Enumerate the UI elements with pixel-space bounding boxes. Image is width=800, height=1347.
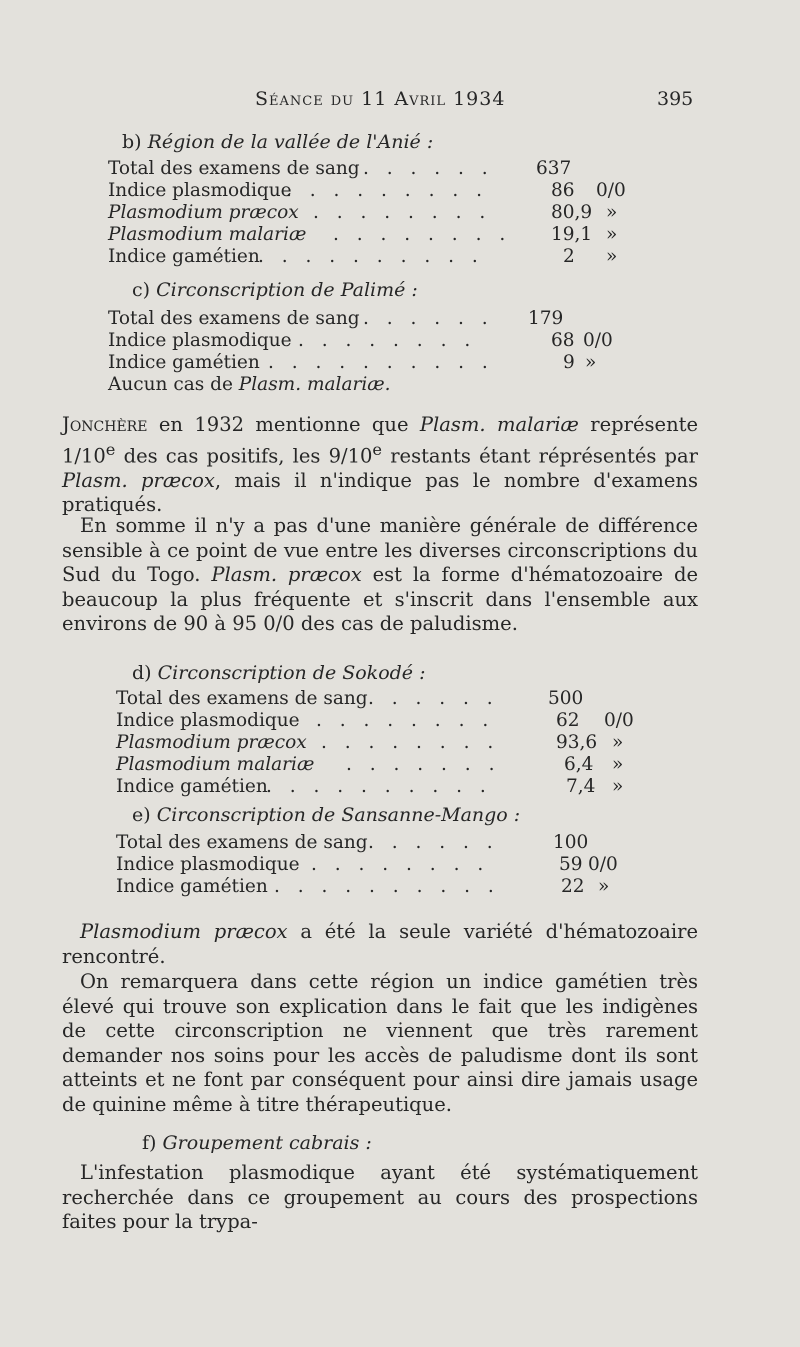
row-label: Total des examens de sang: [108, 158, 360, 179]
row-value: 80,9: [551, 202, 593, 223]
row-unit: 0/0: [588, 854, 618, 875]
text-span: L'infestation plasmodique ayant été systématiquement recherchée dans ce groupement au cours des prospections faites pour la trypa-: [62, 1161, 698, 1233]
note-species: Plasm. malariæ.: [238, 374, 391, 395]
row-label: Indice plasmodique: [108, 330, 292, 351]
text-span: représente 1/10: [62, 413, 698, 467]
section-e-letter: e): [132, 804, 151, 826]
row-value: 9: [563, 352, 575, 373]
leader-dots: . . . . . . . . . .: [266, 776, 492, 797]
leader-dots: . . . . . .: [363, 308, 494, 329]
leader-dots: . . . . . . . .: [311, 854, 490, 875]
leader-dots: . . . . . .: [363, 158, 494, 179]
row-unit: 0/0: [596, 180, 626, 201]
row-unit: »: [606, 224, 618, 245]
row-value: 93,6: [556, 732, 598, 753]
section-e-title: Circonscription de Sansanne-Mango :: [156, 804, 521, 826]
species-name: Plasm. præcox: [211, 563, 362, 586]
row-value: 637: [536, 158, 572, 179]
row-label: Indice plasmodique: [116, 710, 300, 731]
row-value: 6,4: [564, 754, 594, 775]
section-b-title: Région de la vallée de l'Anié :: [147, 131, 434, 153]
section-c-letter: c): [132, 279, 151, 301]
text-span: On remarquera dans cette région un indice gamétien très élevé qui trouve son explication dans le fait que les indigènes de cette circonscription ne viennent que très rarement demander nos soins pour les accès de paludisme dont ils sont atteints et ne font par conséquent pour ainsi dire jamais usage de quinine même à titre thérapeutique.: [62, 970, 698, 1116]
row-value: 68: [551, 330, 575, 351]
paragraph-summary: [62, 514, 698, 637]
row-value: 59: [559, 854, 583, 875]
row-unit: »: [612, 754, 624, 775]
row-unit: »: [606, 246, 618, 267]
leader-dots: . . . . . . . .: [333, 224, 512, 245]
superscript: e: [372, 439, 383, 459]
section-f-letter: f): [142, 1132, 157, 1154]
row-label: Indice gamétien: [116, 776, 268, 797]
row-label: Plasmodium malariæ: [108, 224, 307, 245]
section-c-title: Circonscription de Palimé :: [156, 279, 418, 301]
row-unit: »: [606, 202, 618, 223]
row-label: Plasmodium malariæ: [116, 754, 315, 775]
superscript: e: [105, 439, 116, 459]
row-label: Indice plasmodique: [116, 854, 300, 875]
row-value: 22: [561, 876, 585, 897]
row-label: Total des examens de sang: [108, 308, 360, 329]
leader-dots: . . . . . . . .: [316, 710, 495, 731]
section-f-title: Groupement cabrais :: [162, 1132, 372, 1154]
row-label: Plasmodium præcox: [108, 202, 299, 223]
section-f-heading: [142, 1132, 372, 1154]
author-name: Jonchère: [62, 413, 148, 436]
section-d-letter: d): [132, 662, 152, 684]
row-unit: 0/0: [604, 710, 634, 731]
leader-dots: . . . . . . . . . .: [268, 352, 494, 373]
text-span: est la forme d'hématozoaire de beaucoup la plus fréquente et s'inscrit dans l'ensemble aux environs de 90 à 95 0/0 des cas de paludisme.: [62, 563, 698, 635]
section-d-heading: [132, 662, 425, 684]
row-unit: »: [612, 732, 624, 753]
text-span: a été la seule variété d'hématozoaire rencontré.: [62, 920, 698, 968]
section-b-heading: [122, 131, 433, 153]
text-span: des cas positifs, les 9/10: [115, 444, 373, 467]
row-value: 100: [553, 832, 589, 853]
row-value: 179: [528, 308, 564, 329]
note-prefix: Aucun cas de: [108, 374, 239, 395]
text-span: en 1932 mentionne que: [147, 413, 420, 436]
row-label: Total des examens de sang: [116, 832, 368, 853]
leader-dots: . . . . . . . .: [321, 732, 500, 753]
note-line: [108, 374, 391, 396]
row-value: 62: [556, 710, 580, 731]
row-value: 2: [563, 246, 575, 267]
row-value: 500: [548, 688, 584, 709]
running-title: Séance du 11 Avril 1934: [255, 88, 506, 110]
page-number: 395: [657, 88, 694, 110]
species-name: Plasmodium præcox: [80, 920, 288, 943]
row-label: Plasmodium præcox: [116, 732, 307, 753]
row-unit: »: [612, 776, 624, 797]
leader-dots: . . . . . . .: [346, 754, 501, 775]
paragraph-sansanne: [62, 920, 698, 969]
row-label: Indice plasmodique: [108, 180, 292, 201]
row-label: Indice gamétien: [116, 876, 268, 897]
row-unit: 0/0: [583, 330, 613, 351]
row-label: Total des examens de sang: [116, 688, 368, 709]
leader-dots: . . . . . .: [368, 688, 499, 709]
species-name: Plasm. præcox: [62, 468, 215, 492]
text-span: , mais il n'indique pas le nombre d'examens pratiqués.: [62, 468, 698, 516]
row-value: 86: [551, 180, 575, 201]
leader-dots: . . . . . .: [368, 832, 499, 853]
paragraph-cabrais: [62, 1161, 698, 1235]
paragraph-gametien: [62, 970, 698, 1117]
text-span: En somme il n'y a pas d'une manière générale de différence sensible à ce point de vue entre les diverses circonscriptions du Sud du Togo.: [62, 514, 698, 586]
row-value: 19,1: [551, 224, 593, 245]
row-label: Indice gamétien: [108, 246, 260, 267]
row-label: Indice gamétien: [108, 352, 260, 373]
row-unit: »: [598, 876, 610, 897]
row-unit: »: [585, 352, 597, 373]
section-b-letter: b): [122, 131, 142, 153]
section-e-heading: [132, 804, 520, 826]
section-d-title: Circonscription de Sokodé :: [157, 662, 426, 684]
leader-dots: . . . . . . . . .: [286, 180, 488, 201]
leader-dots: . . . . . . . .: [313, 202, 492, 223]
text-span: restants étant réprésentés par: [382, 444, 698, 467]
leader-dots: . . . . . . . .: [298, 330, 477, 351]
leader-dots: . . . . . . . . . .: [258, 246, 484, 267]
paragraph-jonchere: [62, 413, 698, 518]
section-c-heading: [132, 279, 418, 301]
row-value: 7,4: [566, 776, 596, 797]
leader-dots: . . . . . . . . . .: [274, 876, 500, 897]
species-name: Plasm. malariæ: [419, 413, 579, 436]
